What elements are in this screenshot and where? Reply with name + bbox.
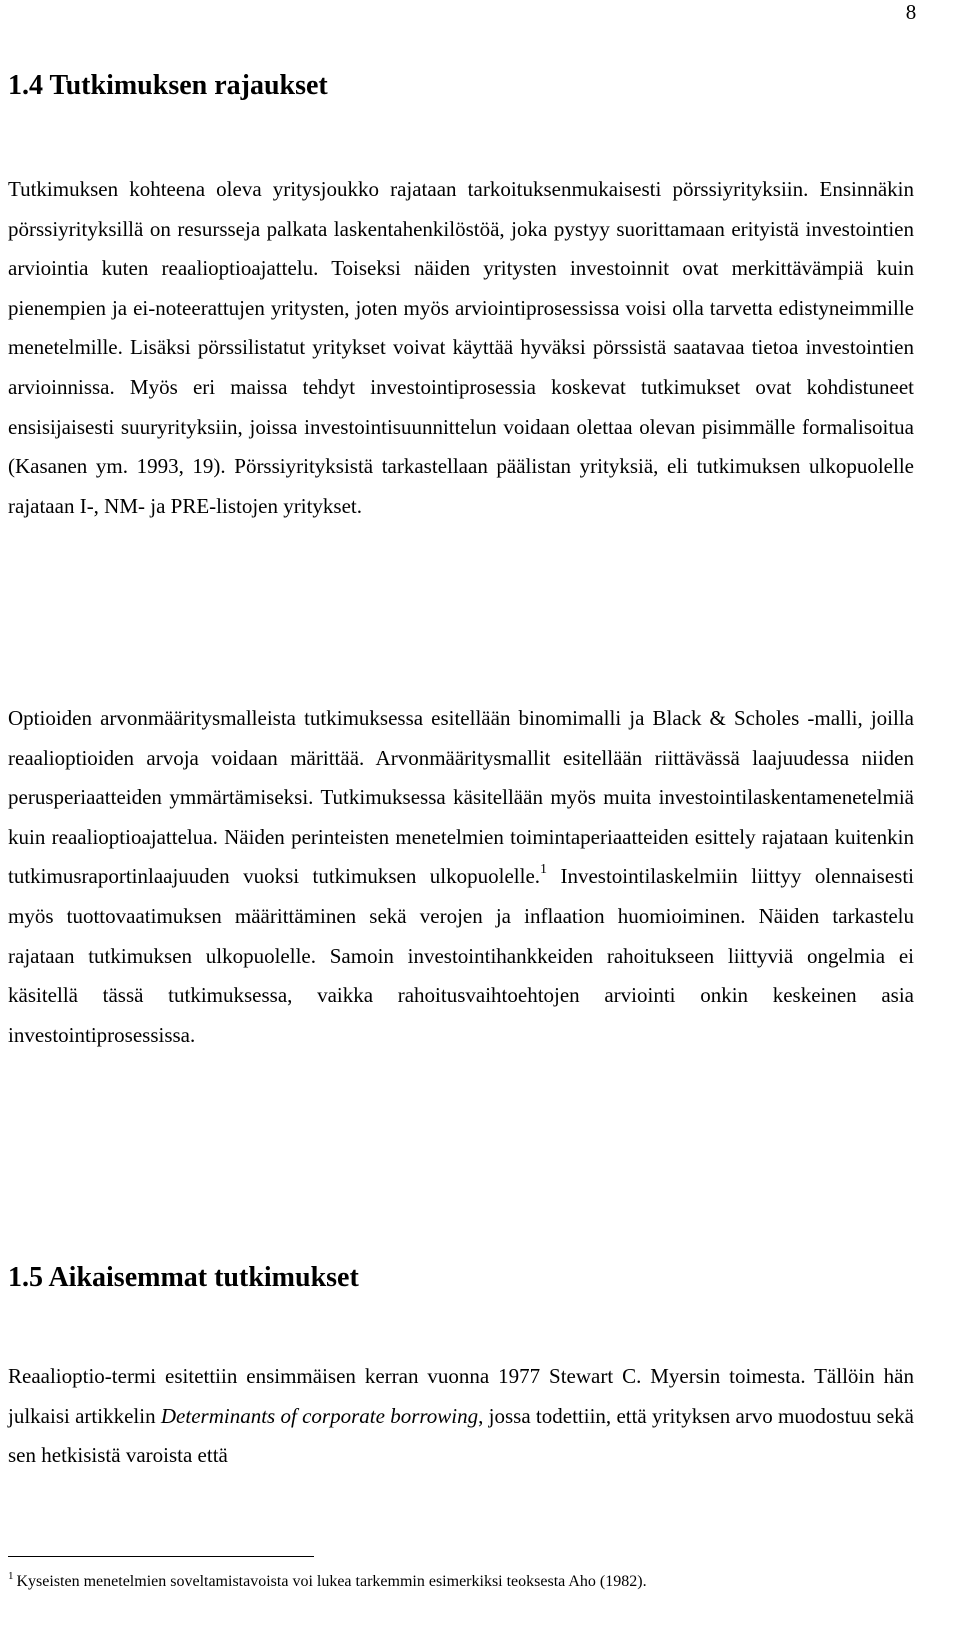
- page-number: 8: [905, 0, 917, 24]
- footnote: [8, 1572, 928, 1592]
- section-heading-rajaukset: 1.4 Tutkimuksen rajaukset: [8, 70, 328, 101]
- paragraph-text: , jossa todettiin, että yrityksen arvo muodostuu sekä sen hetkisistä varoista että: [8, 1403, 914, 1468]
- article-title: Determinants of corporate borrowing: [160, 1403, 479, 1428]
- footnote-marker: 1: [8, 1570, 14, 1582]
- section-heading-aikaisemmat: 1.5 Aikaisemmat tutkimukset: [8, 1262, 359, 1293]
- paragraph-arvonmaaritysmallit: [8, 699, 914, 1055]
- footnote-text: Kyseisten menetelmien soveltamistavoista voi lukea tarkemmin esimerkiksi teoksesta Aho (1982).: [16, 1573, 647, 1590]
- footnote-reference: 1: [540, 862, 548, 878]
- paragraph-text: Investointilaskelmiin liittyy olennaisesti myös tuottovaatimuksen määrittäminen sekä verojen ja inflaation huomioiminen. Näiden tarkastelu rajataan tutkimuksen ulkopuolelle. Samoin investointihankkeiden rahoitukseen liittyviä ongelmia ei käsitellä tässä tutkimuksessa, vaikka rahoitusvaihtoehtojen arviointi onkin keskeinen asia investointiprosessissa.: [8, 864, 914, 1047]
- paragraph-yritysjoukko: Tutkimuksen kohteena oleva yritysjoukko rajataan tarkoituksenmukaisesti pörssiyrityksiin. Ensinnäkin pörssiyrityksillä on resursseja palkata laskentahenkilöstöä, joka pystyy suorittamaan erityistä investointien arviointia kuten reaalioptioajattelu. Toiseksi näiden yritysten investoinnit ovat merkittävämpiä kuin pienempien ja ei-noteerattujen yritysten, joten myös arviointiprosessissa voisi olla tarvetta edistyneimmille menetelmille. Lisäksi pörssilistatut yritykset voivat käyttää hyväksi pörssistä saatavaa tietoa investointien arvioinnissa. Myös eri maissa tehdyt investointiprosessia koskevat tutkimukset ovat kohdistuneet ensisijaisesti suuryrityksiin, joissa investointisuunnittelun voidaan olettaa olevan pisimmälle formalisoitua (Kasanen ym. 1993, 19). Pörssiyrityksistä tarkastellaan päälistan yrityksiä, eli tutkimuksen ulkopuolelle rajataan I-, NM- ja PRE-listojen yritykset.: [8, 177, 914, 518]
- footnote-divider: [8, 1556, 314, 1557]
- paragraph-text: Reaalioptio-termi esitettiin ensimmäisen kerran vuonna 1977 Stewart C. Myersin toimesta. Tällöin hän julkaisi artikkelin: [8, 1364, 914, 1428]
- paragraph-text: Optioiden arvonmääritysmalleista tutkimuksessa esitellään binomimalli ja Black & Scholes -malli, joilla reaalioptioiden arvoja voidaan märittää. Arvonmääritysmallit esitellään riittävässä laajuudessa niiden perusperiaatteiden ymmärtämiseksi. Tutkimuksessa käsitellään myös muita investointilaskentamenetelmiä kuin reaalioptioajattelua. Näiden perinteisten menetelmien toimintaperiaatteiden esittely rajataan kuitenkin tutkimusraportinlaajuuden vuoksi tutkimuksen ulkopuolelle.: [8, 706, 914, 889]
- paragraph-reaalioptio-termi: [8, 1357, 914, 1476]
